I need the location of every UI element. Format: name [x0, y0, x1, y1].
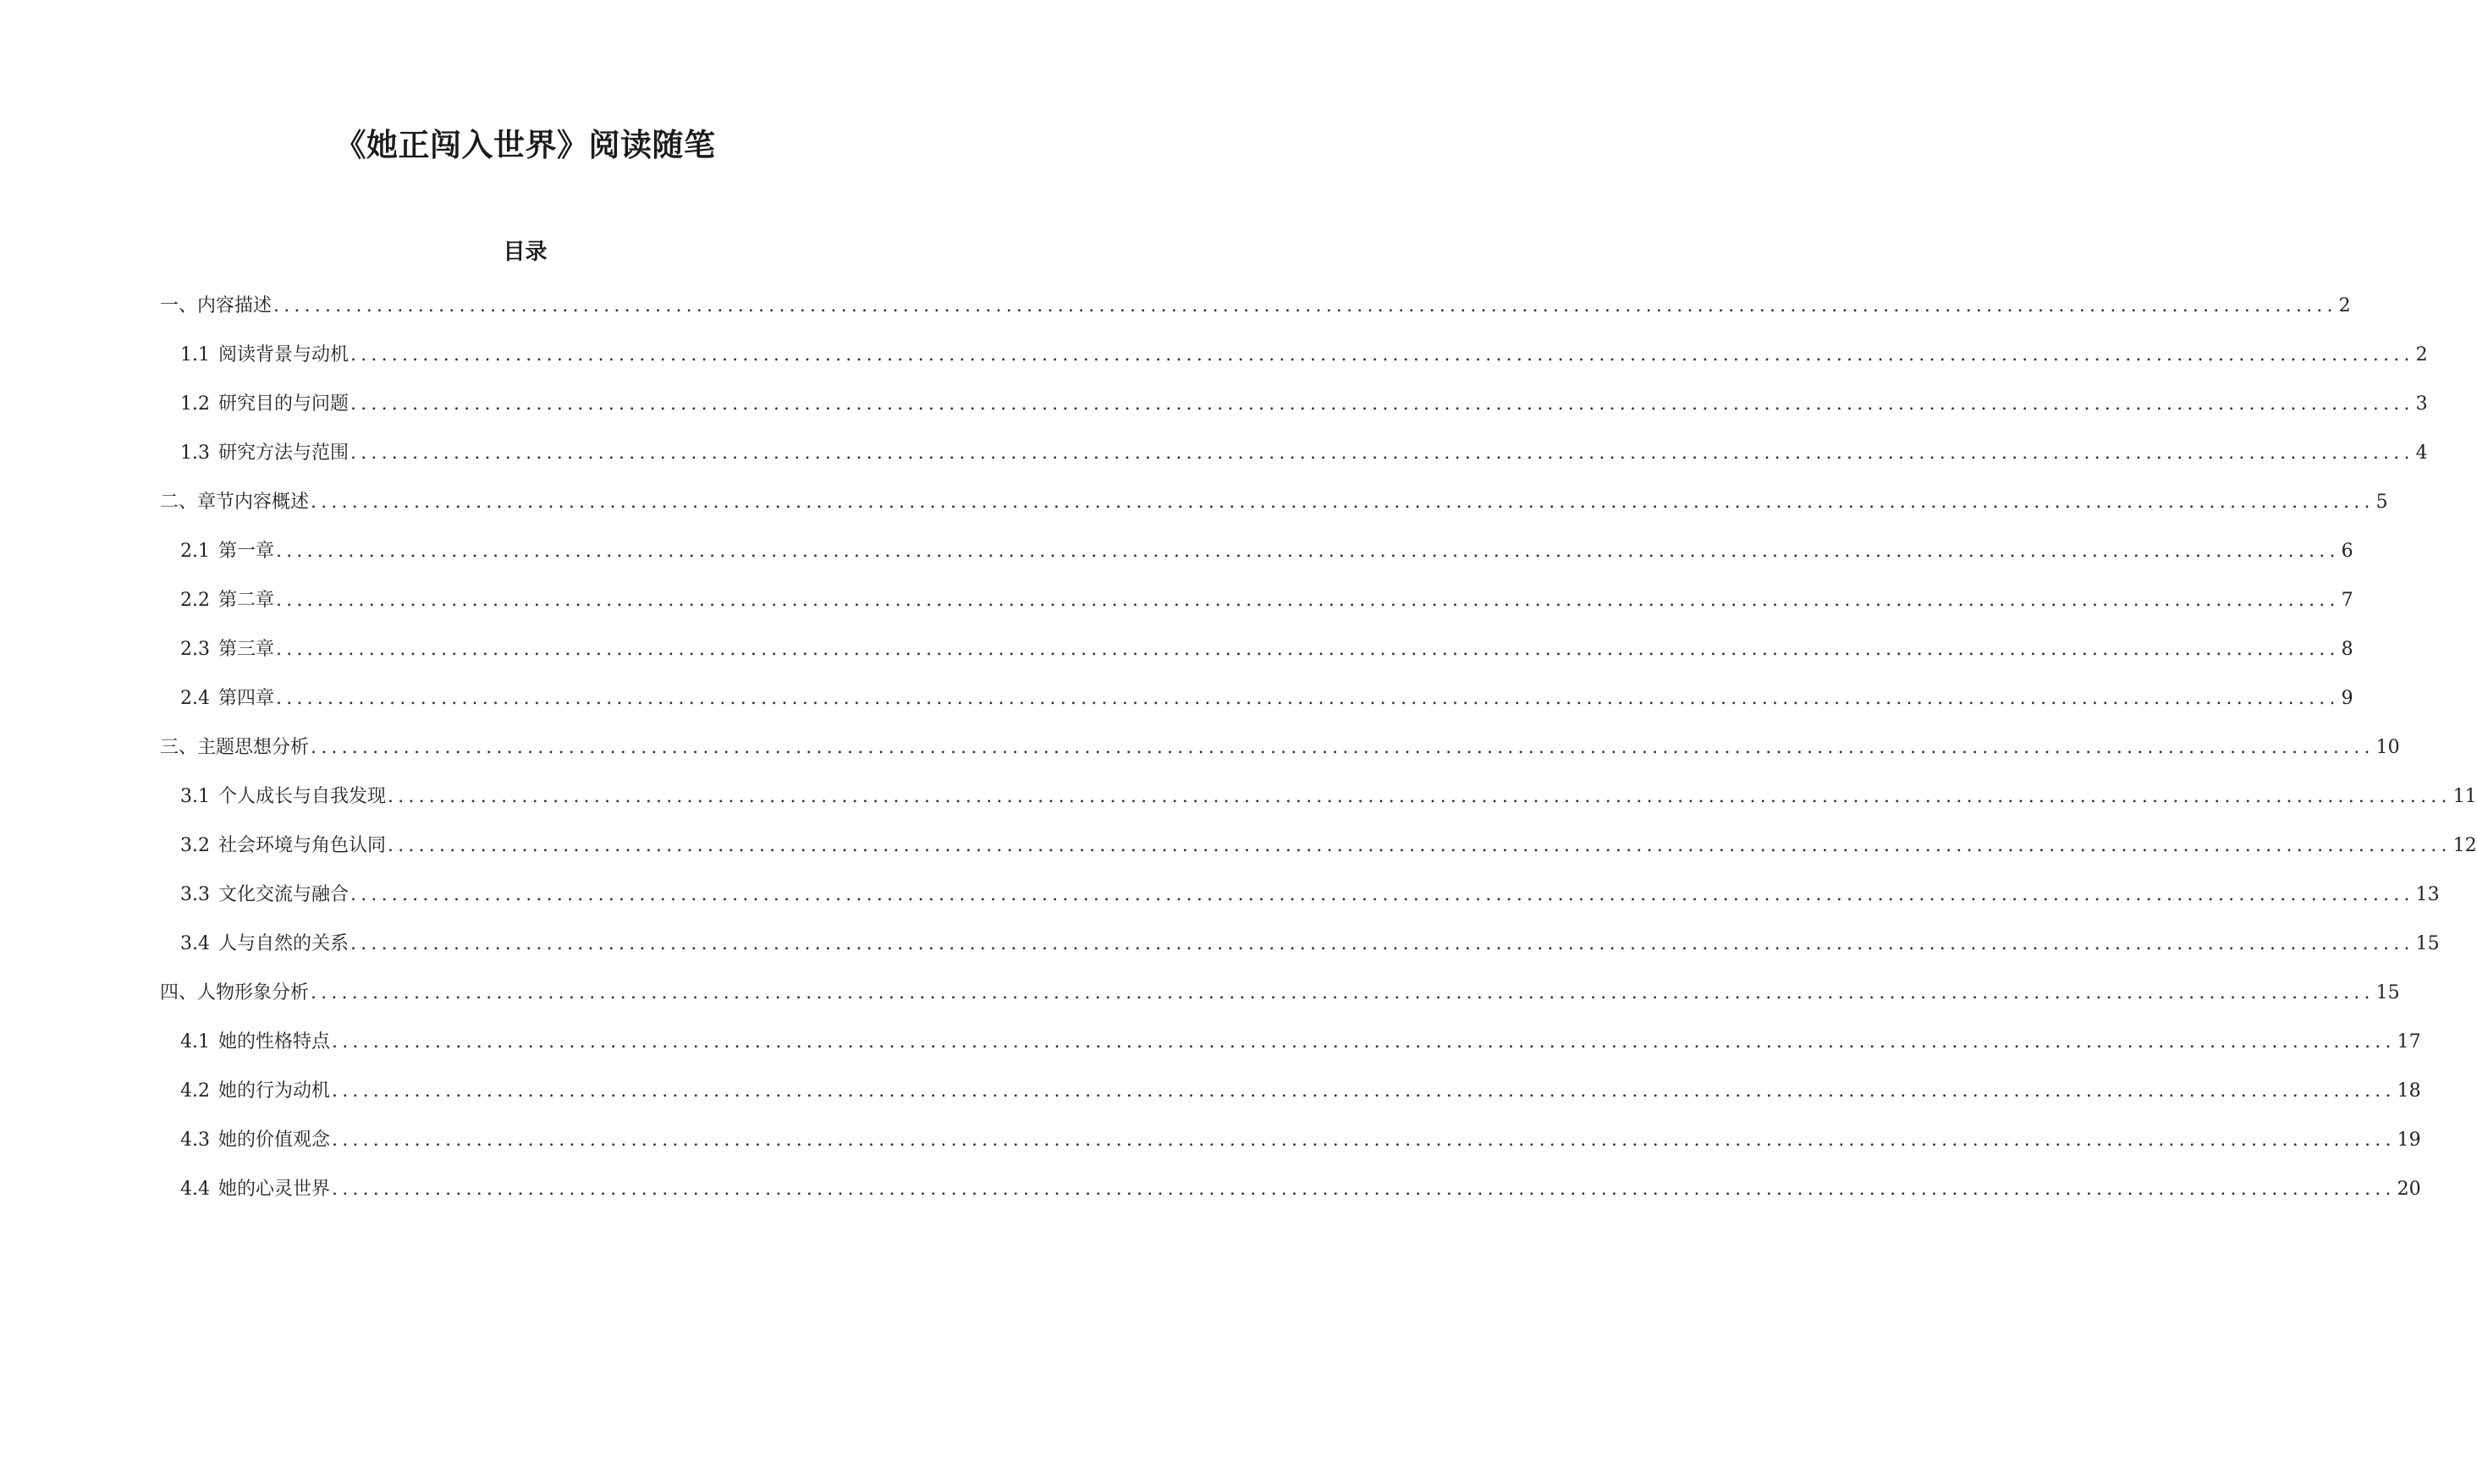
toc-entry-label [160, 488, 309, 517]
toc-page-number: 2 [2415, 344, 2428, 366]
toc-dot-leader: ........................................................................................................................................................................................................ [276, 541, 2340, 562]
toc-dot-leader: ........................................................................................................................................................................................................ [350, 884, 2414, 905]
toc-entry-label [180, 341, 349, 370]
toc-page-number: 17 [2397, 1031, 2421, 1053]
toc-entry-number: 4.3 [180, 1129, 210, 1151]
toc-dot-leader: ........................................................................................................................................................................................................ [276, 688, 2340, 709]
toc-entry-label [180, 684, 274, 713]
toc-entry-label [180, 1126, 330, 1155]
toc-entry-number: 3.2 [180, 835, 210, 856]
toc-entry-label [160, 292, 272, 321]
toc-page-number: 2 [2338, 295, 2351, 316]
toc-entry-label [180, 1175, 330, 1204]
toc-dot-leader: ........................................................................................................................................................................................................ [311, 492, 2375, 513]
toc-dot-leader: ........................................................................................................................................................................................................ [311, 737, 2375, 758]
document-title: 《她正闯入世界》阅读随笔 [334, 127, 716, 163]
toc-entry-text: 阅读背景与动机 [218, 344, 350, 366]
toc-entry[interactable] [160, 734, 2400, 762]
toc-entry-label [160, 979, 309, 1008]
toc-entry-text: 她的性格特点 [218, 1031, 331, 1053]
toc-entry-label [160, 734, 309, 762]
toc-entry-number: 1.2 [180, 393, 210, 415]
toc-page-number: 4 [2415, 442, 2428, 464]
toc-entry-text: 一、内容描述 [160, 295, 272, 316]
toc-dot-leader: ........................................................................................................................................................................................................ [350, 344, 2414, 366]
toc-entry[interactable] [180, 1028, 2421, 1057]
toc-dot-leader: ........................................................................................................................................................................................................ [332, 1080, 2396, 1102]
toc-dot-leader: ........................................................................................................................................................................................................ [350, 442, 2414, 464]
toc-entry-text: 第二章 [218, 590, 275, 611]
toc-dot-leader: ........................................................................................................................................................................................................ [273, 295, 2337, 316]
toc-page-number: 9 [2341, 688, 2353, 709]
toc-page-number: 7 [2341, 590, 2353, 611]
toc-entry-text: 她的行为动机 [218, 1080, 331, 1102]
toc-entry-text: 人与自然的关系 [218, 933, 350, 954]
toc-entry-label [180, 537, 274, 566]
toc-dot-leader: ........................................................................................................................................................................................................ [276, 639, 2340, 660]
toc-page-number: 18 [2397, 1080, 2421, 1102]
toc-entry-text: 个人成长与自我发现 [218, 786, 387, 807]
toc-page-number: 20 [2397, 1179, 2421, 1200]
toc-entry-text: 文化交流与融合 [218, 884, 350, 905]
toc-entry-label [180, 586, 274, 615]
toc-entry-label [180, 881, 349, 910]
toc-dot-leader: ........................................................................................................................................................................................................ [332, 1179, 2396, 1200]
toc-page-number: 11 [2452, 786, 2477, 807]
toc-entry[interactable] [180, 881, 2440, 910]
toc-page-number: 15 [2375, 982, 2400, 1003]
toc-entry-text: 研究方法与范围 [218, 442, 350, 464]
toc-entry-label [180, 635, 274, 664]
toc-dot-leader: ........................................................................................................................................................................................................ [332, 1031, 2396, 1053]
toc-entry-number: 4.4 [180, 1179, 210, 1200]
toc-entry[interactable] [180, 390, 2428, 419]
toc-entry-number: 2.2 [180, 590, 210, 611]
toc-page-number: 6 [2341, 541, 2353, 562]
toc-entry-text: 三、主题思想分析 [160, 737, 310, 758]
toc-page-number: 3 [2415, 393, 2428, 415]
toc-entry-text: 她的心灵世界 [218, 1179, 331, 1200]
toc-entry[interactable] [160, 292, 2351, 321]
toc-entry[interactable] [180, 635, 2353, 664]
toc-heading: 目录 [503, 239, 548, 265]
toc-entry[interactable] [180, 341, 2428, 370]
toc-dot-leader: ........................................................................................................................................................................................................ [388, 835, 2452, 856]
toc-entry-number: 3.4 [180, 933, 210, 954]
toc-entry[interactable] [180, 684, 2353, 713]
toc-entry[interactable] [180, 1126, 2421, 1155]
toc-page-number: 8 [2341, 639, 2353, 660]
toc-page-number: 15 [2415, 933, 2440, 954]
toc-entry-text: 研究目的与问题 [218, 393, 350, 415]
toc-entry-number: 2.1 [180, 541, 210, 562]
toc-entry[interactable] [160, 488, 2388, 517]
toc-dot-leader: ........................................................................................................................................................................................................ [350, 933, 2414, 954]
toc-entry-text: 社会环境与角色认同 [218, 835, 387, 856]
toc-entry-text: 她的价值观念 [218, 1129, 331, 1151]
toc-entry-number: 4.1 [180, 1031, 210, 1053]
toc-entry-label [180, 439, 349, 468]
toc-entry-label [180, 930, 349, 959]
toc-entry-label [180, 832, 386, 860]
toc-entry-label [180, 1077, 330, 1106]
toc-page-number: 12 [2452, 835, 2477, 856]
toc-dot-leader: ........................................................................................................................................................................................................ [311, 982, 2375, 1003]
toc-entry[interactable] [180, 832, 2477, 860]
toc-dot-leader: ........................................................................................................................................................................................................ [276, 590, 2340, 611]
toc-entry-number: 4.2 [180, 1080, 210, 1102]
toc-entry-number: 3.1 [180, 786, 210, 807]
toc-entry[interactable] [180, 930, 2440, 959]
toc-entry[interactable] [180, 586, 2353, 615]
toc-page-number: 5 [2375, 492, 2388, 513]
toc-entry[interactable] [160, 979, 2400, 1008]
toc-entry-label [180, 390, 349, 419]
toc-dot-leader: ........................................................................................................................................................................................................ [350, 393, 2414, 415]
toc-entry[interactable] [180, 439, 2428, 468]
toc-entry[interactable] [180, 1175, 2421, 1204]
toc-entry-label [180, 783, 386, 811]
toc-dot-leader: ........................................................................................................................................................................................................ [332, 1129, 2396, 1151]
toc-entry-number: 3.3 [180, 884, 210, 905]
toc-entry[interactable] [180, 537, 2353, 566]
toc-page-number: 19 [2397, 1129, 2421, 1151]
toc-page-number: 10 [2375, 737, 2400, 758]
toc-page-number: 13 [2415, 884, 2440, 905]
toc-entry[interactable] [180, 1077, 2421, 1106]
toc-entry-number: 2.3 [180, 639, 210, 660]
toc-entry-number: 2.4 [180, 688, 210, 709]
toc-entry-label [180, 1028, 330, 1057]
toc-entry-text: 第三章 [218, 639, 275, 660]
toc-dot-leader: ........................................................................................................................................................................................................ [388, 786, 2452, 807]
toc-entry-text: 四、人物形象分析 [160, 982, 310, 1003]
toc-entry-number: 1.1 [180, 344, 210, 366]
toc-entry-text: 二、章节内容概述 [160, 492, 310, 513]
toc-entry-text: 第一章 [218, 541, 275, 562]
toc-entry[interactable] [180, 783, 2477, 811]
toc-entry-number: 1.3 [180, 442, 210, 464]
toc-entry-text: 第四章 [218, 688, 275, 709]
